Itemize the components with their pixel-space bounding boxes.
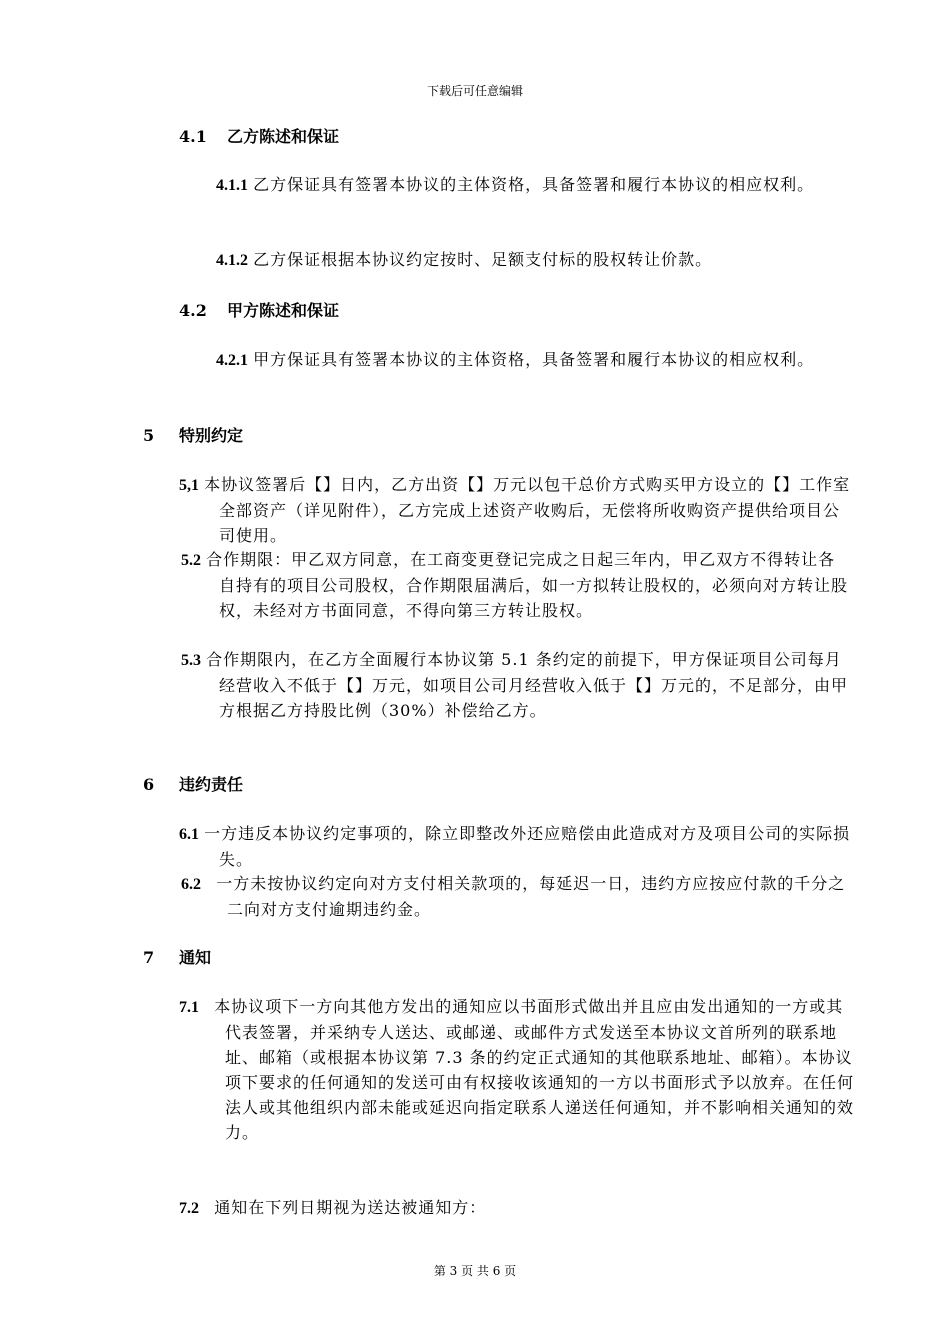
clause-4-1-2: [216, 247, 855, 273]
clause-text: 本协议签署后【】日内，乙方出资【】万元以包干总价方式购买甲方设立的【】工作室全部资产（详见附件），乙方完成上述资产收购后，无偿将所收购资产提供给项目公司使用。: [204, 475, 851, 545]
section-heading-7: [143, 945, 211, 968]
clause-number: 4.2.1: [216, 352, 248, 369]
section-number: 7: [143, 948, 155, 967]
clause-text: 一方未按协议约定向对方支付相关款项的，每延迟一日，违约方应按应付款的千分之二向对方支付逾期违约金。: [216, 874, 846, 919]
clause-text: 本协议项下一方向其他方发出的通知应以书面形式做出并且应由发出通知的一方或其代表签署，并采纳专人送达、或邮递、或邮件方式发送至本协议文首所列的联系地址、邮箱（或根据本协议第 7.3 条的约定正式通知的其他联系地址、邮箱）。本协议项下要求的任何通知的发送可由有权接收该通知的一方以书面形式予以放弃。在任何法人或其他组织内部未能或延迟向指定联系人递送任何通知，并不影响相关通知的效力。: [214, 997, 855, 1142]
clause-4-1-1: [216, 172, 855, 198]
clause-text: 乙方保证根据本协议约定按时、足额支付标的股权转让价款。: [253, 250, 713, 269]
clause-6-2: [181, 871, 857, 922]
section-number: 5: [143, 426, 155, 445]
clause-number: 6.1: [179, 826, 199, 843]
clause-text: 乙方保证具有签署本协议的主体资格，具备签署和履行本协议的相应权利。: [253, 175, 815, 194]
section-title: 特别约定: [179, 426, 244, 445]
section-title: 甲方陈述和保证: [227, 301, 340, 320]
section-heading-4-2: [179, 298, 339, 321]
section-heading-5: [143, 423, 243, 446]
section-title: 违约责任: [179, 775, 244, 794]
page-header: 下载后可任意编辑: [426, 84, 523, 98]
clause-text: 甲方保证具有签署本协议的主体资格，具备签署和履行本协议的相应权利。: [253, 350, 815, 369]
section-number: 4.1: [179, 127, 207, 146]
clause-number: 4.1.1: [216, 177, 248, 194]
clause-text: 一方违反本协议约定事项的，除立即整改外还应赔偿由此造成对方及项目公司的实际损失。: [204, 824, 851, 869]
clause-text: 合作期限：甲乙双方同意，在工商变更登记完成之日起三年内，甲乙双方不得转让各自持有的项目公司股权，合作期限届满后，如一方拟转让股权的，必须向对方转让股权，未经对方书面同意，不得向第三方转让股权。: [206, 550, 849, 620]
clause-number: 7.2: [179, 1200, 199, 1217]
clause-number: 6.2: [181, 876, 201, 893]
clause-5-3: [181, 647, 849, 723]
clause-number: 5.3: [181, 652, 201, 669]
section-title: 通知: [179, 948, 212, 967]
section-heading-6: [143, 772, 243, 795]
clause-text: 通知在下列日期视为送达被通知方：: [214, 1198, 487, 1217]
clause-text: 合作期限内，在乙方全面履行本协议第 5.1 条约定的前提下，甲方保证项目公司每月经营收入不低于【】万元，如项目公司月经营收入低于【】万元的，不足部分，由甲方根据乙方持股比例（30%）补偿给乙方。: [206, 650, 849, 720]
clause-number: 5,1: [179, 477, 199, 494]
clause-5-1: [179, 472, 851, 548]
clause-6-1: [179, 821, 851, 872]
section-number: 4.2: [179, 301, 207, 320]
clause-7-1: [179, 994, 857, 1145]
section-title: 乙方陈述和保证: [227, 127, 340, 146]
section-heading-4-1: [179, 124, 339, 147]
section-number: 6: [143, 775, 155, 794]
clause-number: 4.1.2: [216, 252, 248, 269]
clause-7-2: [179, 1195, 857, 1221]
clause-number: 5.2: [181, 552, 201, 569]
clause-number: 7.1: [179, 999, 199, 1016]
page-footer: 第 3 页 共 6 页: [433, 1264, 517, 1278]
clause-5-2: [181, 547, 849, 623]
clause-4-2-1: [216, 347, 855, 373]
